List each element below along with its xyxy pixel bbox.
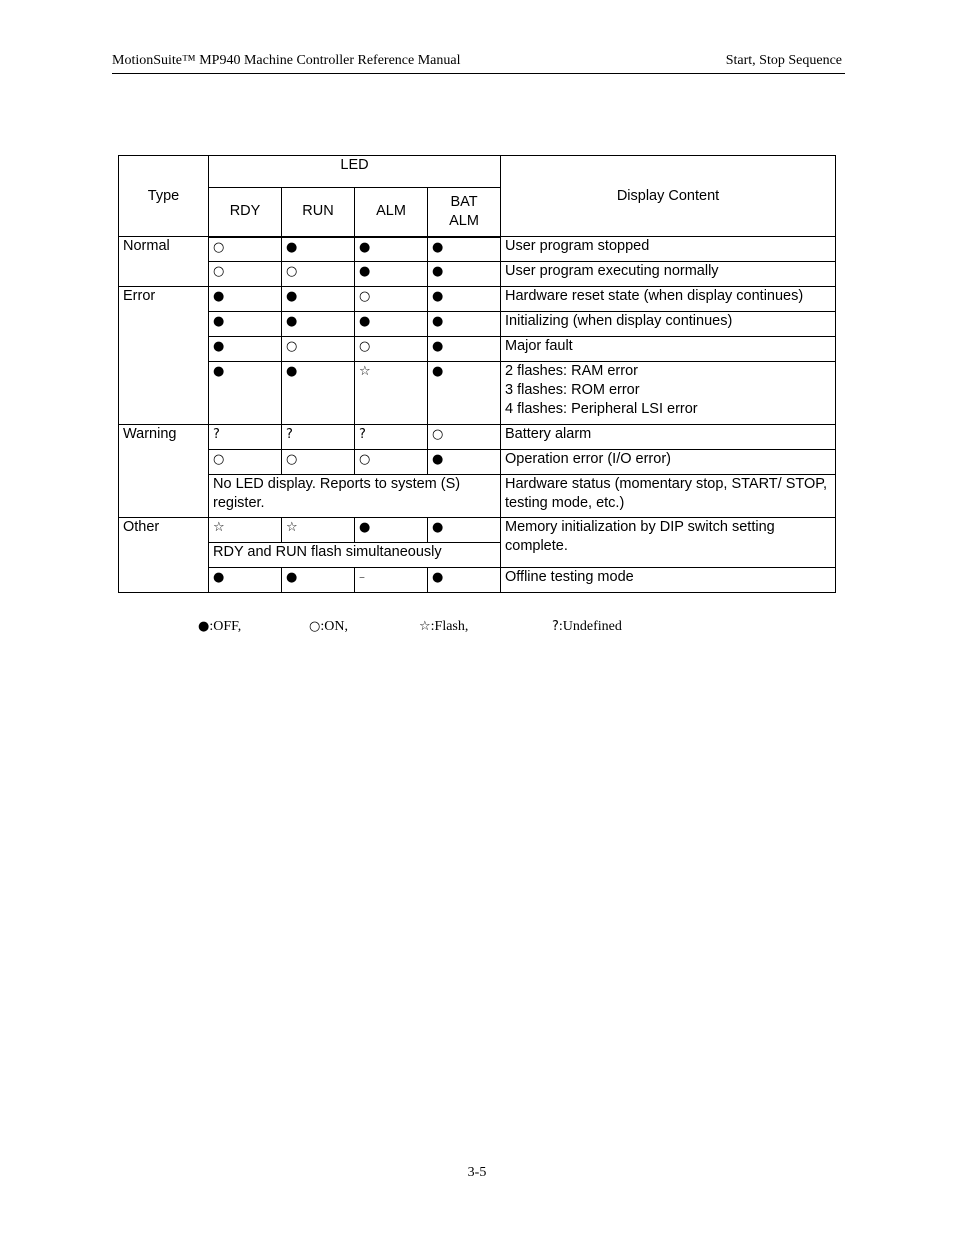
led-on-icon: ○: [282, 262, 355, 287]
legend-on: ○:ON,: [309, 619, 348, 634]
header-type: Type: [119, 156, 209, 237]
legend-flash: ☆:Flash,: [419, 619, 469, 634]
led-off-icon: ●: [282, 237, 355, 262]
led-off-icon: ●: [428, 450, 501, 475]
display-content: Major fault: [501, 337, 836, 362]
led-undefined-icon: ?: [209, 425, 282, 450]
display-content: User program stopped: [501, 237, 836, 262]
table-row: [119, 362, 836, 425]
led-off-icon: ●: [282, 362, 355, 425]
led-off-icon: ●: [355, 312, 428, 337]
led-on-icon: ○: [355, 287, 428, 312]
led-off-icon: ●: [282, 568, 355, 593]
table-row: [119, 518, 836, 543]
led-off-icon: ●: [209, 312, 282, 337]
table-row: [119, 237, 836, 262]
led-off-icon: ●: [209, 337, 282, 362]
led-flash-icon: ☆: [355, 362, 428, 425]
led-undefined-icon: ?: [552, 619, 559, 634]
led-on-icon: ○: [282, 450, 355, 475]
display-content: Hardware status (momentary stop, START/ STOP, testing mode, etc.): [501, 475, 836, 518]
led-on-icon: ○: [355, 337, 428, 362]
display-line: 2 flashes: RAM error: [505, 363, 638, 379]
led-off-icon: ●: [355, 237, 428, 262]
display-line: 4 flashes: Peripheral LSI error: [505, 401, 698, 417]
led-on-icon: ○: [209, 262, 282, 287]
led-span-note: No LED display. Reports to system (S) register.: [209, 475, 501, 518]
led-off-icon: ●: [428, 568, 501, 593]
type-warning: Warning: [119, 425, 209, 518]
header-rdy: RDY: [209, 188, 282, 237]
table-row: [119, 337, 836, 362]
legend-off: ●:OFF,: [198, 619, 242, 634]
type-other: Other: [119, 518, 209, 593]
led-flash-icon: ☆: [209, 518, 282, 543]
led-off-icon: ●: [428, 262, 501, 287]
header-run: RUN: [282, 188, 355, 237]
table-row: [119, 312, 836, 337]
led-on-icon: ○: [428, 425, 501, 450]
led-undefined-icon: ?: [282, 425, 355, 450]
table-row: [119, 287, 836, 312]
display-content: Offline testing mode: [501, 568, 836, 593]
table-row: [119, 425, 836, 450]
led-off-icon: ●: [282, 287, 355, 312]
display-content: Initializing (when display continues): [501, 312, 836, 337]
led-off-icon: ●: [355, 262, 428, 287]
led-off-icon: ●: [209, 568, 282, 593]
led-off-icon: ●: [428, 287, 501, 312]
table-row: [119, 262, 836, 287]
page-number: 3-5: [467, 1165, 487, 1180]
table-row: [119, 450, 836, 475]
display-content: Memory initialization by DIP switch setting complete.: [501, 518, 836, 568]
led-off-icon: ●: [355, 518, 428, 543]
led-off-icon: ●: [428, 312, 501, 337]
header-alm: ALM: [355, 188, 428, 237]
page-header: [112, 52, 845, 74]
led-off-icon: ●: [428, 362, 501, 425]
led-status-table: [118, 155, 836, 593]
display-line: 3 flashes: ROM error: [505, 382, 640, 398]
table-row: [119, 475, 836, 518]
led-off-icon: ●: [282, 312, 355, 337]
led-not-applicable-icon: –: [355, 568, 428, 593]
type-normal: Normal: [119, 237, 209, 287]
section-title: Start, Stop Sequence: [725, 53, 842, 68]
legend-undefined: ?:Undefined: [552, 619, 622, 634]
header-bat-alm: BAT ALM: [428, 188, 501, 237]
led-off-icon: ●: [209, 362, 282, 425]
display-content: User program executing normally: [501, 262, 836, 287]
led-span-note: RDY and RUN flash simultaneously: [209, 543, 501, 568]
display-content: Hardware reset state (when display continues): [501, 287, 836, 312]
type-error: Error: [119, 287, 209, 425]
led-off-icon: ●: [428, 337, 501, 362]
header-led: LED: [209, 156, 501, 188]
display-content: Battery alarm: [501, 425, 836, 450]
led-flash-icon: ☆: [282, 518, 355, 543]
led-off-icon: ●: [428, 518, 501, 543]
led-on-icon: ○: [355, 450, 428, 475]
led-on-icon: ○: [209, 450, 282, 475]
led-on-icon: ○: [282, 337, 355, 362]
led-flash-icon: ☆: [419, 619, 431, 634]
display-content: Operation error (I/O error): [501, 450, 836, 475]
led-off-icon: ●: [428, 237, 501, 262]
header-display-content: Display Content: [501, 156, 836, 237]
led-off-icon: ●: [198, 619, 210, 634]
table-row: [119, 568, 836, 593]
manual-title: MotionSuite™ MP940 Machine Controller Reference Manual: [112, 53, 461, 68]
led-on-icon: ○: [209, 237, 282, 262]
led-undefined-icon: ?: [355, 425, 428, 450]
display-content: [501, 362, 836, 425]
led-on-icon: ○: [309, 619, 321, 634]
led-off-icon: ●: [209, 287, 282, 312]
